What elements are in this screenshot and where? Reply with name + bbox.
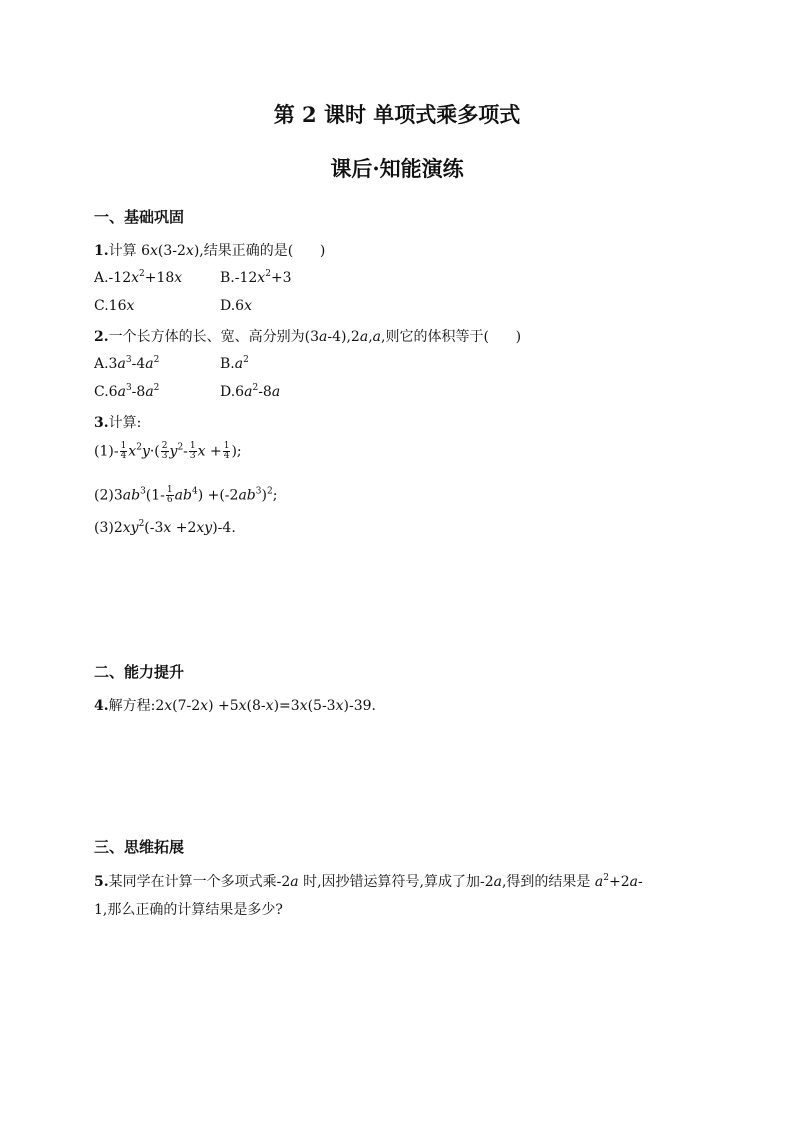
question-5: 5.某同学在计算一个多项式乘-2a 时,因抄错运算符号,算成了加-2a,得到的结果是 $a^2+2a-$ — [94, 873, 643, 890]
q1-option-a: $A.-12x^2+18x$ — [94, 269, 183, 286]
q5-line-2: 1,那么正确的计算结果是多少? — [94, 902, 283, 918]
q5-text-3: ,得到的结果是 — [501, 874, 595, 890]
option-c-text-2: -8 — [131, 384, 146, 400]
question-4: 4.解方程:2x(7-2x) +5x(8-x)=3x(5-3x)-39. — [94, 698, 376, 714]
option-a-text: A.-12 — [94, 270, 132, 286]
question-number: 3. — [94, 415, 109, 431]
fraction-one-quarter-2: $\frac{1}{4}$ — [223, 441, 230, 461]
option-a-text-2: -4 — [131, 356, 146, 372]
q4-text-7: )-39. — [343, 698, 376, 714]
part-2-label: (2)3 — [94, 487, 123, 504]
option-c-text: C.6 — [94, 384, 118, 400]
fraction-one-sixth: $\frac{1}{6}$ — [166, 485, 173, 505]
q1-text: 计算 6 — [108, 243, 150, 259]
question-number: 2. — [94, 329, 109, 345]
q1-option-c: C.16x — [94, 298, 135, 314]
option-d-text: D.6 — [220, 298, 245, 314]
q2-option-a: $A.3a^3-4a^2$ — [94, 355, 160, 372]
q4-text-4: (8- — [246, 698, 266, 714]
q3-text: 计算: — [108, 415, 142, 431]
option-b-text-2: +3 — [270, 270, 292, 286]
option-a-text-2: +18 — [144, 270, 175, 286]
question-1: 1.计算 6x(3-2x),结果正确的是( ) — [94, 243, 326, 259]
q2-text: 一个长方体的长、宽、高分别为(3 — [108, 329, 319, 345]
q1-text-c: ),结果正确的是( — [193, 243, 294, 259]
q5-text-5: - — [637, 874, 643, 890]
q5-text-4: +2 — [608, 874, 630, 890]
question-number: 1. — [94, 243, 109, 259]
question-2: 2.一个长方体的长、宽、高分别为(3a-4),2a,a,则它的体积等于( ) — [94, 329, 522, 345]
section-thinking: 三、思维拓展 — [94, 838, 185, 856]
q5-text-2: 时,因抄错运算符号,算成了加-2 — [298, 874, 494, 890]
section-ability: 二、能力提升 — [94, 663, 185, 681]
q5-text: 某同学在计算一个多项式乘-2 — [108, 874, 291, 890]
part-3-text: (-3 — [144, 520, 164, 536]
q2-text-2: -4),2 — [327, 329, 360, 345]
page-subtitle: 课后·知能演练 — [330, 156, 464, 181]
fraction-one-quarter: $\frac{1}{4}$ — [120, 441, 127, 461]
option-a-text: A.3 — [94, 356, 118, 372]
question-number: 4. — [94, 698, 109, 714]
option-c-text: C.16 — [94, 298, 127, 314]
q2-option-d: $D.6a^2-8a$ — [220, 383, 281, 400]
part-3-end: )-4. — [212, 520, 236, 536]
page-title: 第 2 课时 单项式乘多项式 — [273, 102, 521, 127]
option-b-text: B. — [220, 356, 235, 372]
option-b-text: B.-12 — [220, 270, 258, 286]
q4-text-3: ) +5 — [208, 698, 239, 714]
q1-option-b: $B.-12x^2+3$ — [220, 269, 292, 286]
q2-option-c: $C.6a^3-8a^2$ — [94, 383, 160, 400]
option-d-text: D.6 — [220, 384, 245, 400]
q4-text-6: (5-3 — [307, 698, 336, 714]
q4-text-2: (7-2 — [172, 698, 201, 714]
fraction-one-third: $\frac{1}{3}$ — [189, 441, 196, 461]
answer-blank: ) — [293, 243, 326, 259]
fraction-two-thirds: $\frac{2}{3}$ — [161, 441, 168, 461]
answer-blank: ) — [488, 329, 522, 345]
q2-option-b: $B.a^2$ — [220, 355, 249, 372]
q2-text-3: ,则它的体积等于( — [381, 329, 489, 345]
q4-text-5: )=3 — [273, 698, 300, 714]
part-3-label: (3)2 — [94, 520, 123, 536]
question-3 — [94, 412, 141, 432]
part-3-text-2: +2 — [175, 520, 197, 536]
section-basic: 一、基础巩固 — [94, 208, 185, 226]
option-d-text-2: -8 — [258, 384, 272, 400]
q1-option-d: D.6x — [220, 298, 252, 314]
question-number: 5. — [94, 874, 109, 890]
q3-part-3: $(3)2xy^2(-3x +2xy)-4$. — [94, 519, 236, 536]
part-1-label: (1)- — [94, 443, 119, 460]
q3-part-1: (1)- $\frac{1}{4}$ $x^2y\cdot$( $\frac{2}{3}$ $y^2-$ $\frac{1}{3}$ x + $\frac{1}{4}$ ); — [94, 441, 242, 461]
q1-text-b: (3-2 — [157, 243, 186, 259]
q4-text: 解方程:2 — [108, 698, 165, 714]
q3-part-2: $(2)3ab^3(1-$ $\frac{1}{6}$ $ab^4) +(-2ab^3)^2$; — [94, 485, 278, 505]
